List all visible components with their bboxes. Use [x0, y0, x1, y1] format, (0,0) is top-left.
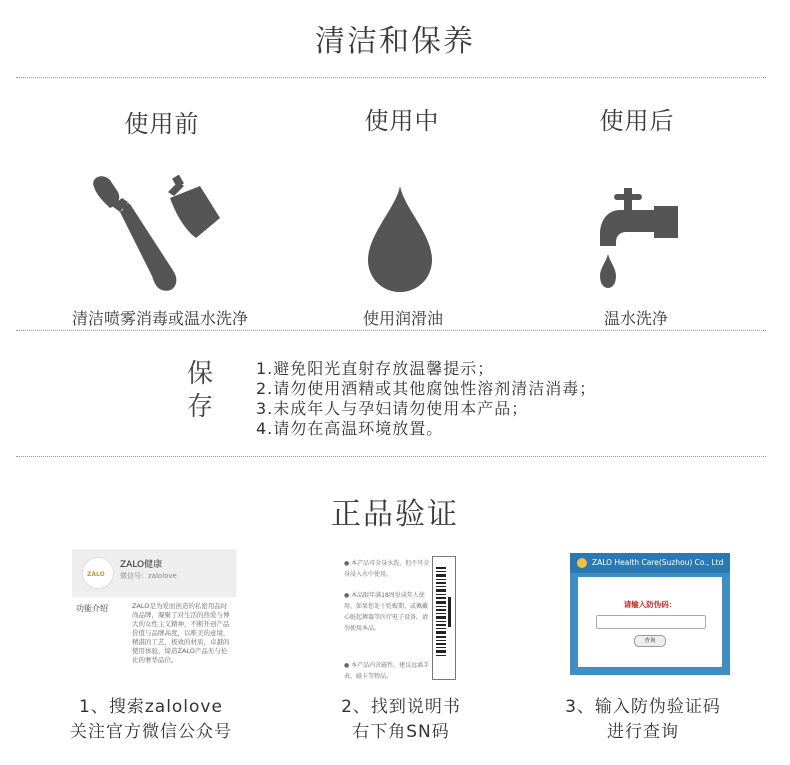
divider [16, 456, 766, 457]
manual-note: ● 本品限年满18周岁成年人使用，如果您处于妊娠期、或佩戴心脏起搏器等医疗电子设备，请勿使用本品。 [344, 592, 429, 632]
account-header [72, 549, 236, 597]
wechat-account-screenshot [72, 549, 236, 684]
sn-barcode [432, 556, 456, 680]
section-title-care: 清洁和保养 [315, 24, 475, 59]
verify-query-button: 查询 [634, 635, 666, 647]
verify-header: ZALO Health Care(Suzhou) Co., Ltd [570, 553, 730, 573]
step-caption-2: 2、找到说明书 右下角SN码 [341, 697, 461, 742]
section-title-authenticity: 正品验证 [331, 497, 459, 532]
phase-label-before: 使用前 [124, 110, 200, 138]
lubricant-drop-icon [366, 186, 434, 292]
manual-screenshot [338, 556, 462, 686]
storage-item: 3.未成年人与孕妇请勿使用本产品； [256, 399, 529, 418]
phase-label-after: 使用后 [599, 107, 675, 135]
verification-page-screenshot [570, 553, 730, 675]
storage-list [256, 359, 676, 439]
brand-logo: ZALO [82, 557, 114, 589]
water-faucet-icon [598, 188, 680, 292]
storage-item: 1.避免阳光直射存放温馨提示； [256, 359, 495, 378]
verify-prompt: 请输入防伪码： [623, 600, 677, 609]
verify-code-input [596, 615, 706, 629]
divider [16, 77, 766, 78]
divider [16, 330, 766, 331]
function-description: ZALO是为爱而创造的私密用品时尚品牌，凝聚了对生活的热爱与博大的女性主义精神，不断开创产品价值与品牌高度，以唯美的意境，精湛的工艺，极致的材质，卓越的使用体验，缔造ZALO产品无与伦比的奢华品位。 [132, 602, 230, 664]
manual-note: ● 本产品内含磁性，建议远离手表、磁卡等物品。 [344, 662, 430, 680]
phase-caption-after: 温水洗净 [603, 309, 668, 328]
storage-label: 保存 [187, 359, 214, 422]
step-caption-1: 1、搜索zalolove 关注官方微信公众号 [70, 697, 232, 742]
phase-caption-before: 清洁喷雾消毒或温水洗净 [71, 309, 248, 328]
storage-item: 4.请勿在高温环境放置。 [256, 419, 444, 438]
account-name: ZALO健康 [120, 560, 163, 570]
function-label: 功能介绍 [76, 604, 108, 613]
storage-item: 2.请勿使用酒精或其他腐蚀性溶剂清洁消毒； [256, 379, 597, 398]
verify-panel [578, 577, 722, 667]
wechat-id: 微信号：zalolove [120, 572, 177, 580]
brand-logo-icon [576, 557, 588, 569]
phase-caption-during: 使用润滑油 [362, 309, 443, 328]
step-caption-3: 3、输入防伪验证码 进行查询 [565, 697, 721, 742]
phase-label-during: 使用中 [364, 107, 440, 135]
product-and-spray-icon [88, 172, 228, 294]
manual-note: ● 本产品可全身水洗，但不可全身浸入水中使用。 [344, 560, 430, 578]
